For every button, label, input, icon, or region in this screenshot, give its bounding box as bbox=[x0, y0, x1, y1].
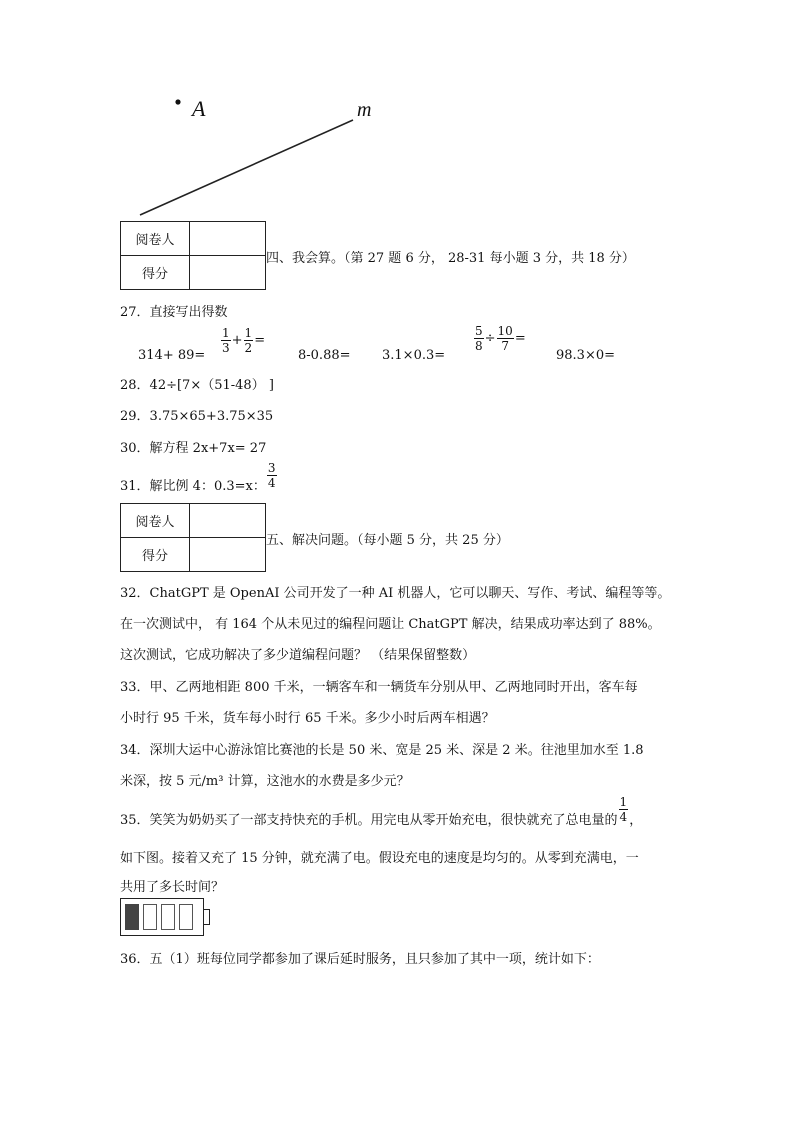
q28: 28．42÷[7×（51-48） ] bbox=[120, 378, 274, 393]
section5-title: 五、解决问题。（每小题 5 分，共 25 分） bbox=[266, 533, 509, 548]
q35-line2: 如下图。接着又充了 15 分钟，就充满了电。假设充电的速度是均匀的。从零到充满电，一 bbox=[120, 851, 639, 866]
score-label: 得分 bbox=[121, 256, 190, 290]
q32-line3: 这次测试，它成功解决了多少道编程问题？ （结果保留整数） bbox=[120, 648, 476, 663]
fraction: $\frac{1}{3}$ bbox=[222, 326, 230, 355]
reviewer-label: 阅卷人 bbox=[121, 504, 190, 538]
battery-cell bbox=[161, 904, 175, 930]
point-line-figure bbox=[120, 85, 400, 225]
battery-cell bbox=[125, 904, 139, 930]
q36-line1: 36．五（1）班每位同学都参加了课后延时服务，且只参加了其中一项，统计如下： bbox=[120, 952, 600, 967]
q35-line3: 共用了多长时间？ bbox=[120, 880, 225, 895]
q27-title: 27．直接写出得数 bbox=[120, 305, 228, 320]
line-m-label: m bbox=[357, 99, 372, 121]
fraction: $\frac{10}{7}$ bbox=[497, 324, 513, 353]
section4-title: 四、我会算。（第 27 题 6 分， 28-31 每小题 3 分，共 18 分） bbox=[266, 251, 635, 266]
fraction: $\frac{1}{2}$ bbox=[244, 326, 253, 355]
battery-icon bbox=[120, 898, 204, 936]
q35-line1: 35．笑笑为奶奶买了一部支持快充的手机。用完电从零开始充电，很快就充了总电量的 $\frac{1}{4}$ ， bbox=[120, 795, 643, 828]
score-cell[interactable] bbox=[190, 538, 266, 572]
q29: 29．3.75×65+3.75×35 bbox=[120, 409, 274, 424]
q27-expr-2: $\frac{1}{3}$ + $\frac{1}{2}$ = bbox=[222, 326, 266, 355]
fraction: $\frac{5}{8}$ bbox=[475, 324, 483, 353]
fraction: $\frac{1}{4}$ bbox=[619, 795, 628, 824]
q31: 31．解比例 4：0.3=x： $\frac{3}{4}$ bbox=[120, 461, 276, 494]
point-a-dot bbox=[175, 99, 180, 104]
point-a-label: A bbox=[192, 96, 206, 121]
battery-tip bbox=[204, 909, 210, 925]
reviewer-cell[interactable] bbox=[190, 504, 266, 538]
q32-line1: 32．ChatGPT 是 OpenAI 公司开发了一种 AI 机器人，它可以聊天、写作、考试、编程等等。 bbox=[120, 586, 671, 601]
reviewer-cell[interactable] bbox=[190, 222, 266, 256]
q27-expr-3: 8-0.88= bbox=[298, 348, 351, 363]
q33-line2: 小时行 95 千米，货车每小时行 65 千米。多少小时后两车相遇？ bbox=[120, 711, 495, 726]
q30: 30．解方程 2x+7x= 27 bbox=[120, 441, 267, 456]
q27-expr-4: 3.1×0.3= bbox=[382, 348, 446, 363]
q33-line1: 33．甲、乙两地相距 800 千米，一辆客车和一辆货车分别从甲、乙两地同时开出，客车每 bbox=[120, 680, 638, 695]
line-m bbox=[140, 120, 353, 215]
score-table-section5 bbox=[120, 503, 266, 572]
q27-expr-6: 98.3×0= bbox=[556, 348, 616, 363]
reviewer-label: 阅卷人 bbox=[121, 222, 190, 256]
score-label: 得分 bbox=[121, 538, 190, 572]
battery-cell bbox=[143, 904, 157, 930]
battery-cell bbox=[179, 904, 193, 930]
q27-expr-5: $\frac{5}{8}$ ÷ $\frac{10}{7}$ = bbox=[475, 324, 526, 353]
q34-line1: 34．深圳大运中心游泳馆比赛池的长是 50 米、宽是 25 米、深是 2 米。往池里加水至 1.8 bbox=[120, 743, 644, 758]
fraction: $\frac{3}{4}$ bbox=[267, 461, 276, 490]
score-table-section4 bbox=[120, 221, 266, 290]
q32-line2: 在一次测试中， 有 164 个从未见过的编程问题让 ChatGPT 解决，结果成功率达到了 88%。 bbox=[120, 617, 661, 632]
q34-line2: 米深，按 5 元/m³ 计算，这池水的水费是多少元？ bbox=[120, 774, 410, 789]
score-cell[interactable] bbox=[190, 256, 266, 290]
q27-expr-1: 314+ 89= bbox=[138, 348, 206, 363]
